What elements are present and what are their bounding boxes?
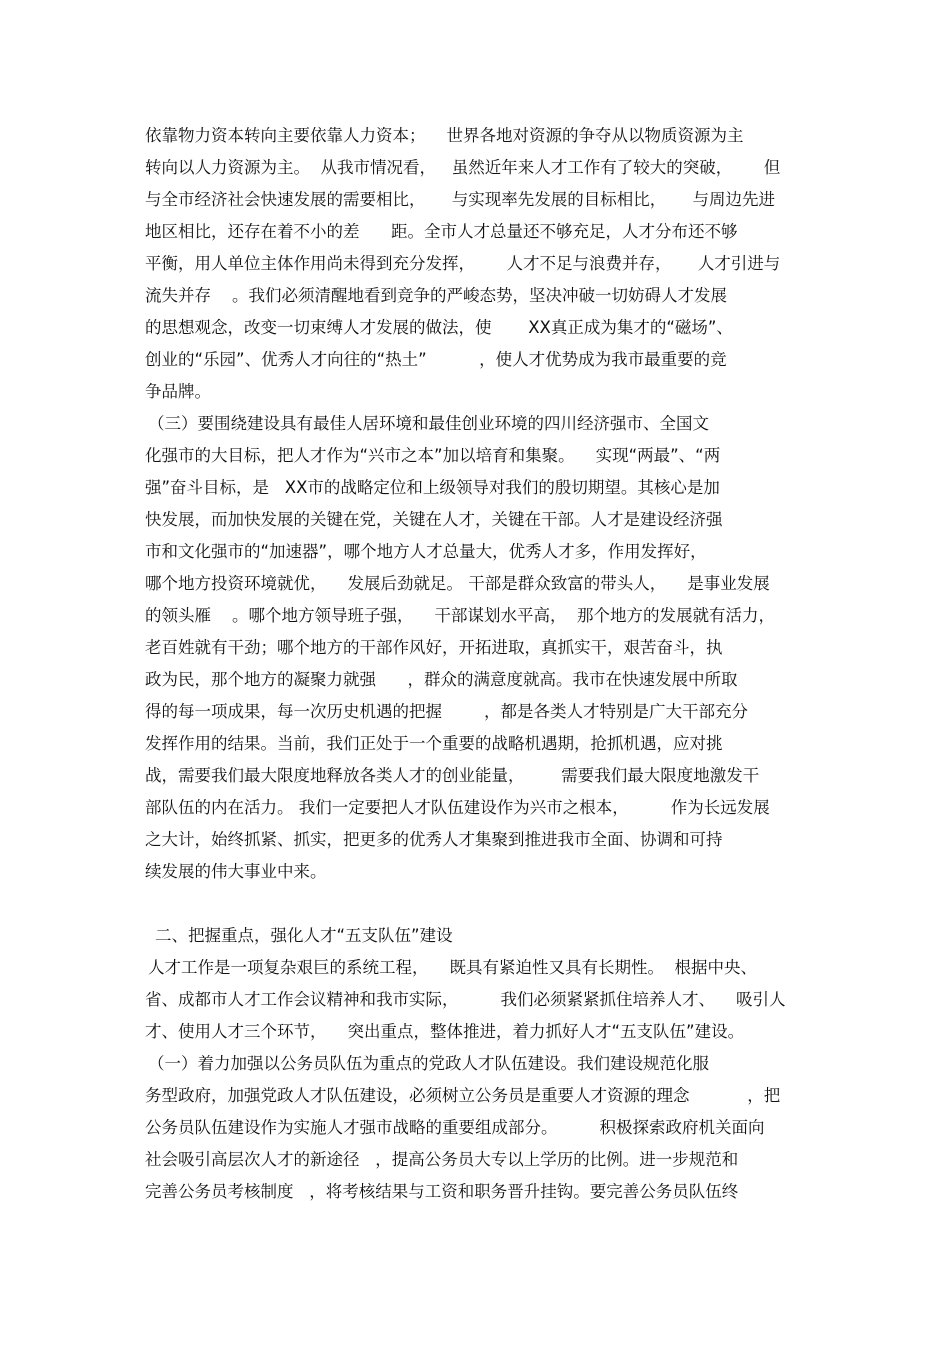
body-text-line: 部队伍的内在活力。 我们一定要把人才队伍建设作为兴市之根本， 作为长远发展 xyxy=(145,798,770,817)
body-text-line: 务型政府，加强党政人才队伍建设，必须树立公务员是重要人才资源的理念 ，把 xyxy=(145,1086,781,1105)
body-text-line: 快发展，而加快发展的关键在党，关键在人才，关键在干部。人才是建设经济强 xyxy=(145,510,723,529)
body-text-line: 依靠物力资本转向主要依靠人力资本； 世界各地对资源的争夺从以物质资源为主 xyxy=(145,126,744,145)
body-text-line: 转向以人力资源为主。 从我市情况看， 虽然近年来人才工作有了较大的突破， 但 xyxy=(145,158,781,177)
body-text-line: 强”奋斗目标，是 XX市的战略定位和上级领导对我们的殷切期望。其核心是加 xyxy=(145,478,720,497)
body-text-line: 老百姓就有干劲；哪个地方的干部作风好，开拓进取，真抓实干，艰苦奋斗，执 xyxy=(145,638,723,657)
body-text-line: 才、使用人才三个环节， 突出重点，整体推进，着力抓好人才“五支队伍”建设。 xyxy=(145,1022,745,1041)
body-text-line: 市和文化强市的“加速器”，哪个地方人才总量大，优秀人才多，作用发挥好， xyxy=(145,542,707,561)
body-text-line: 的思想观念，改变一切束缚人才发展的做法，使 XX真正成为集才的“磁场”、 xyxy=(145,318,733,337)
section-heading-2: 二、把握重点，强化人才“五支队伍”建设 xyxy=(155,926,453,945)
body-text-line: 创业的“乐园”、优秀人才向往的“热土” ，使人才优势成为我市最重要的竞 xyxy=(145,350,727,369)
section-heading-3: （三）要围绕建设具有最佳人居环境和最佳创业环境的四川经济强市、全国文 xyxy=(148,414,709,433)
body-text-line: 化强市的大目标，把人才作为“兴市之本”加以培育和集聚。 实现“两最”、“两 xyxy=(145,446,721,465)
section-heading-1: （一）着力加强以公务员队伍为重点的党政人才队伍建设。我们建设规范化服 xyxy=(148,1054,709,1073)
body-text-line: 流失并存 。我们必须清醒地看到竞争的严峻态势，坚决冲破一切妨碍人才发展 xyxy=(145,286,727,305)
body-text-line: 省、成都市人才工作会议精神和我市实际， 我们必须紧紧抓住培养人才、 吸引人 xyxy=(145,990,786,1009)
body-text-line: 之大计，始终抓紧、抓实，把更多的优秀人才集聚到推进我市全面、协调和可持 xyxy=(145,830,723,849)
body-text-line: 战，需要我们最大限度地释放各类人才的创业能量， 需要我们最大限度地激发干 xyxy=(145,766,760,785)
body-text-line: 与全市经济社会快速发展的需要相比， 与实现率先发展的目标相比， 与周边先进 xyxy=(145,190,775,209)
body-text-line: 续发展的伟大事业中来。 xyxy=(145,862,327,881)
body-text-line: 哪个地方投资环境就优， 发展后劲就足。 干部是群众致富的带头人， 是事业发展 xyxy=(145,574,770,593)
body-text-line: 政为民，那个地方的凝聚力就强 ，群众的满意度就高。我市在快速发展中所取 xyxy=(145,670,738,689)
body-text-line: 公务员队伍建设作为实施人才强市战略的重要组成部分。 积极探索政府机关面向 xyxy=(145,1118,765,1137)
body-text-line: 发挥作用的结果。当前，我们正处于一个重要的战略机遇期，抢抓机遇，应对挑 xyxy=(145,734,723,753)
body-text-line: 地区相比，还存在着不小的差 距。全市人才总量还不够充足，人才分布还不够 xyxy=(145,222,738,241)
body-text-line: 的领头雁 。哪个地方领导班子强， 干部谋划水平高， 那个地方的发展就有活力， xyxy=(145,606,775,625)
body-text-line: 人才工作是一项复杂艰巨的系统工程， 既具有紧迫性又具有长期性。 根据中央、 xyxy=(148,958,757,977)
body-text-line: 完善公务员考核制度 ，将考核结果与工资和职务晋升挂钩。要完善公务员队伍终 xyxy=(145,1182,739,1201)
body-text-line: 争品牌。 xyxy=(145,382,211,401)
body-text-line: 社会吸引高层次人才的新途径 ，提高公务员大专以上学历的比例。进一步规范和 xyxy=(145,1150,739,1169)
body-text-line: 平衡，用人单位主体作用尚未得到充分发挥， 人才不足与浪费并存， 人才引进与 xyxy=(145,254,781,273)
body-text-line: 得的每一项成果，每一次历史机遇的把握 ，都是各类人才特别是广大干部充分 xyxy=(145,702,748,721)
